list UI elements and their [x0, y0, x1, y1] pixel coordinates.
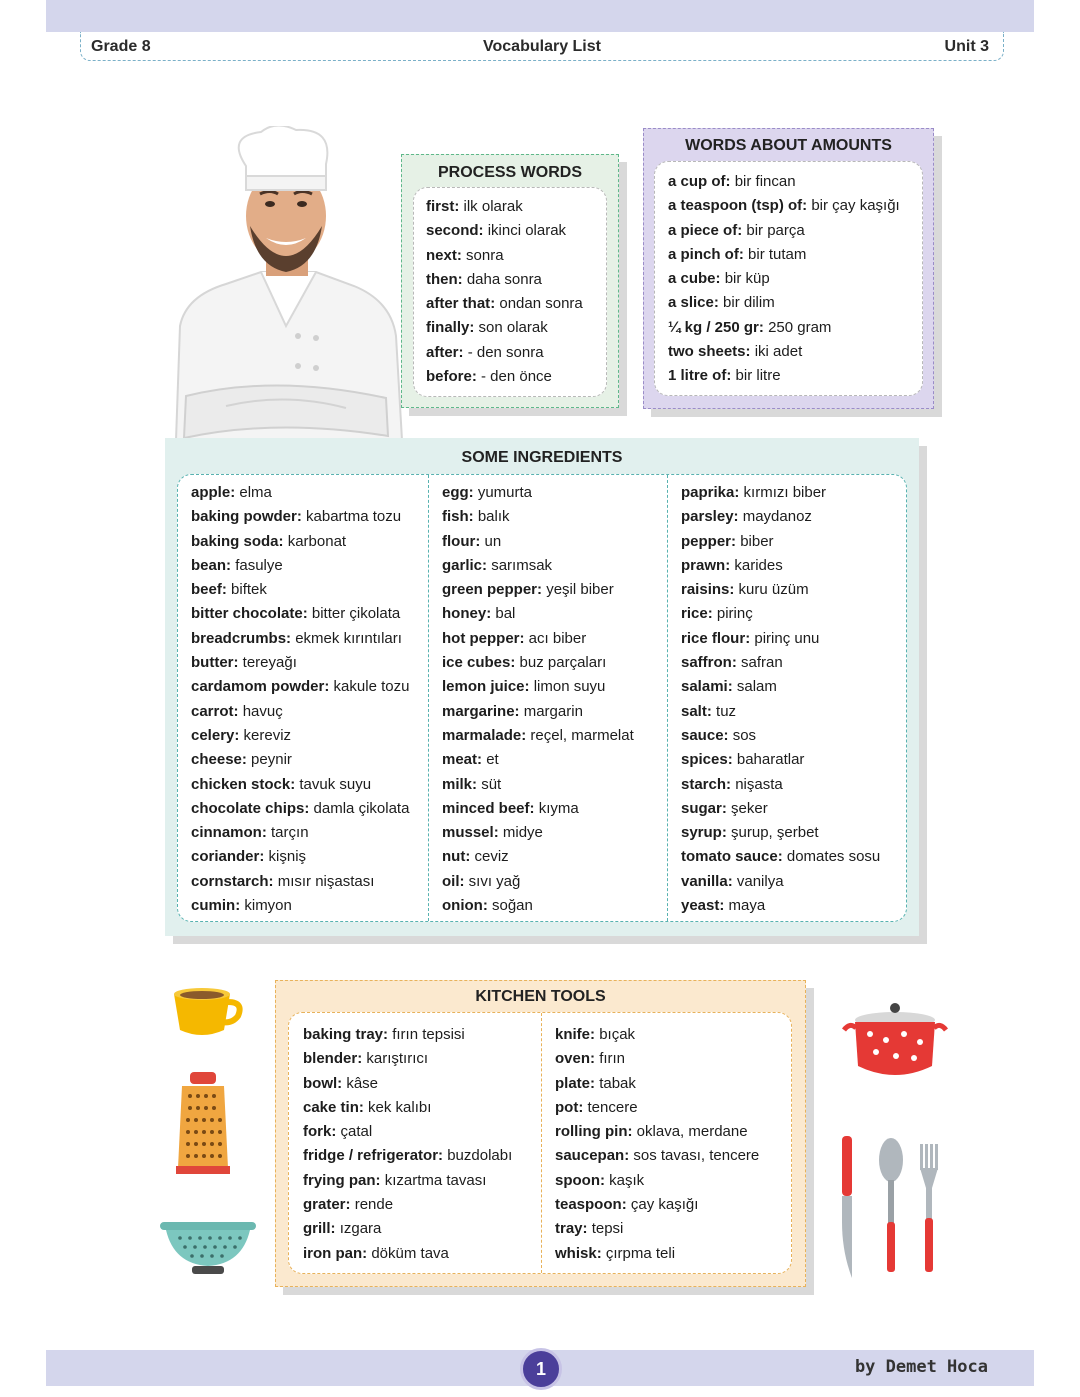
- list-item: bean: fasulye: [191, 556, 283, 574]
- list-item: teaspoon: çay kaşığı: [555, 1196, 699, 1214]
- amounts-title: WORDS ABOUT AMOUNTS: [685, 137, 892, 154]
- chef-illustration: [166, 126, 404, 440]
- list-item: finally: son olarak: [426, 319, 548, 337]
- list-item: paprika: kırmızı biber: [681, 484, 827, 501]
- grade-label: Grade 8: [91, 38, 151, 55]
- list-item: rolling pin: oklava, merdane: [555, 1123, 748, 1141]
- list-item: next: sonra: [426, 246, 504, 264]
- list-item: cheese: peynir: [191, 751, 292, 769]
- list-item: two sheets: iki adet: [668, 343, 803, 361]
- list-item: bitter chocolate: bitter çikolata: [191, 605, 401, 623]
- list-item: fish: balık: [442, 508, 510, 526]
- list-item: a piece of: bir parça: [668, 221, 805, 239]
- list-item: cumin: kimyon: [191, 897, 292, 915]
- list-item: minced beef: kıyma: [442, 799, 579, 817]
- kitchen-tools-list: [288, 1012, 792, 1274]
- amounts-card: [643, 128, 934, 409]
- list-item: egg: yumurta: [442, 484, 533, 501]
- list-item: after: - den sonra: [426, 343, 544, 361]
- list-item: pot: tencere: [555, 1098, 638, 1116]
- author-credit: by Demet Hoca: [854, 1357, 988, 1377]
- list-item: iron pan: döküm tava: [303, 1244, 449, 1262]
- list-item: cardamom powder: kakule tozu: [191, 678, 410, 696]
- list-item: breadcrumbs: ekmek kırıntıları: [191, 629, 402, 647]
- list-item: oil: sıvı yağ: [442, 872, 521, 890]
- list-item: saucepan: sos tavası, tencere: [555, 1147, 760, 1165]
- list-item: a pinch of: bir tutam: [668, 245, 807, 263]
- list-item: vanilla: vanilya: [681, 872, 784, 890]
- list-item: salami: salam: [681, 678, 777, 696]
- list-item: fridge / refrigerator: buzdolabı: [303, 1147, 513, 1165]
- process-words-title: PROCESS WORDS: [437, 164, 582, 181]
- list-item: pepper: biber: [681, 532, 774, 550]
- list-item: flour: un: [442, 532, 502, 550]
- ingredients-list: [177, 474, 907, 922]
- list-item: ice cubes: buz parçaları: [442, 654, 607, 672]
- list-item: salt: tuz: [681, 702, 737, 720]
- cup-illustration: [170, 984, 244, 1040]
- unit-label: Unit 3: [944, 38, 989, 55]
- list-item: prawn: karides: [681, 556, 783, 574]
- list-item: butter: tereyağı: [191, 654, 297, 672]
- list-item: onion: soğan: [442, 897, 533, 915]
- kitchen-tools-title: KITCHEN TOOLS: [475, 988, 606, 1005]
- list-item: carrot: havuç: [191, 702, 283, 720]
- kitchen-tools-column-1: [303, 1023, 512, 1266]
- amounts-list: [654, 161, 923, 396]
- list-item: a cup of: bir fincan: [668, 173, 796, 190]
- list-item: plate: tabak: [555, 1074, 636, 1092]
- list-item: knife: bıçak: [555, 1026, 636, 1043]
- list-item: apple: elma: [191, 484, 272, 501]
- list-item: a teaspoon (tsp) of: bir çay kaşığı: [668, 197, 900, 215]
- list-item: yeast: maya: [681, 897, 766, 915]
- list-item: ¼ kg / 250 gr: 250 gram: [668, 318, 832, 336]
- ingredients-column-3: [681, 481, 880, 918]
- list-item: nut: ceviz: [442, 848, 509, 866]
- list-item: grater: rende: [303, 1196, 394, 1214]
- list-item: tomato sauce: domates sosu: [681, 848, 881, 866]
- list-item: hot pepper: acı biber: [442, 629, 587, 647]
- list-item: rice: pirinç: [681, 605, 753, 623]
- list-item: a cube: bir küp: [668, 270, 770, 288]
- list-item: rice flour: pirinç unu: [681, 629, 820, 647]
- list-item: starch: nişasta: [681, 775, 783, 793]
- ingredients-column-2: [442, 481, 634, 918]
- list-item: sugar: şeker: [681, 799, 768, 817]
- list-item: mussel: midye: [442, 824, 543, 842]
- list-item: fork: çatal: [303, 1123, 373, 1141]
- list-item: spoon: kaşık: [555, 1171, 645, 1189]
- list-item: honey: bal: [442, 605, 516, 623]
- list-item: oven: fırın: [555, 1050, 626, 1068]
- list-item: celery: kereviz: [191, 726, 292, 744]
- list-item: a slice: bir dilim: [668, 294, 775, 312]
- list-item: lemon juice: limon suyu: [442, 678, 606, 696]
- process-words-card: [401, 154, 619, 408]
- list-item: raisins: kuru üzüm: [681, 581, 809, 599]
- list-item: frying pan: kızartma tavası: [303, 1171, 487, 1189]
- ingredients-column-1: [191, 481, 409, 918]
- grater-illustration: [176, 1072, 230, 1176]
- list-item: sauce: sos: [681, 726, 757, 744]
- pot-illustration: [842, 1000, 948, 1084]
- list-item: whisk: çırpma teli: [555, 1244, 676, 1262]
- list-item: first: ilk olarak: [426, 198, 523, 215]
- process-words-list: [413, 187, 607, 397]
- list-item: marmalade: reçel, marmelat: [442, 726, 634, 744]
- list-item: beef: biftek: [191, 581, 267, 599]
- page-header: [80, 32, 1004, 61]
- list-item: tray: tepsi: [555, 1220, 624, 1238]
- list-item: spices: baharatlar: [681, 751, 805, 769]
- list-item: 1 litre of: bir litre: [668, 367, 781, 385]
- top-bar: [46, 0, 1034, 32]
- ingredients-title: SOME INGREDIENTS: [461, 449, 623, 466]
- list-item: then: daha sonra: [426, 270, 542, 288]
- list-item: green pepper: yeşil biber: [442, 581, 614, 599]
- list-item: baking powder: kabartma tozu: [191, 508, 402, 526]
- list-item: blender: karıştırıcı: [303, 1050, 429, 1068]
- list-item: grill: ızgara: [303, 1220, 382, 1238]
- list-item: cinnamon: tarçın: [191, 824, 309, 842]
- ingredients-card: [165, 438, 919, 936]
- list-item: parsley: maydanoz: [681, 508, 812, 526]
- colander-illustration: [160, 1220, 256, 1276]
- list-item: garlic: sarımsak: [442, 556, 553, 574]
- kitchen-tools-card: [275, 980, 806, 1287]
- list-item: chicken stock: tavuk suyu: [191, 775, 372, 793]
- list-item: cornstarch: mısır nişastası: [191, 872, 375, 890]
- list-item: baking soda: karbonat: [191, 532, 347, 550]
- list-item: bowl: kâse: [303, 1074, 379, 1092]
- cutlery-illustration: [836, 1132, 940, 1280]
- list-item: saffron: safran: [681, 654, 783, 672]
- kitchen-tools-column-2: [555, 1023, 759, 1266]
- page-number: 1: [520, 1348, 562, 1390]
- list-item: chocolate chips: damla çikolata: [191, 799, 410, 817]
- list-item: cake tin: kek kalıbı: [303, 1098, 432, 1116]
- list-item: before: - den önce: [426, 368, 552, 386]
- page-title: Vocabulary List: [483, 38, 601, 55]
- list-item: syrup: şurup, şerbet: [681, 824, 819, 842]
- list-item: coriander: kişniş: [191, 848, 307, 866]
- list-item: meat: et: [442, 751, 499, 769]
- list-item: margarine: margarin: [442, 702, 583, 720]
- list-item: after that: ondan sonra: [426, 295, 583, 313]
- list-item: milk: süt: [442, 775, 502, 793]
- list-item: second: ikinci olarak: [426, 222, 567, 240]
- list-item: baking tray: fırın tepsisi: [303, 1026, 465, 1043]
